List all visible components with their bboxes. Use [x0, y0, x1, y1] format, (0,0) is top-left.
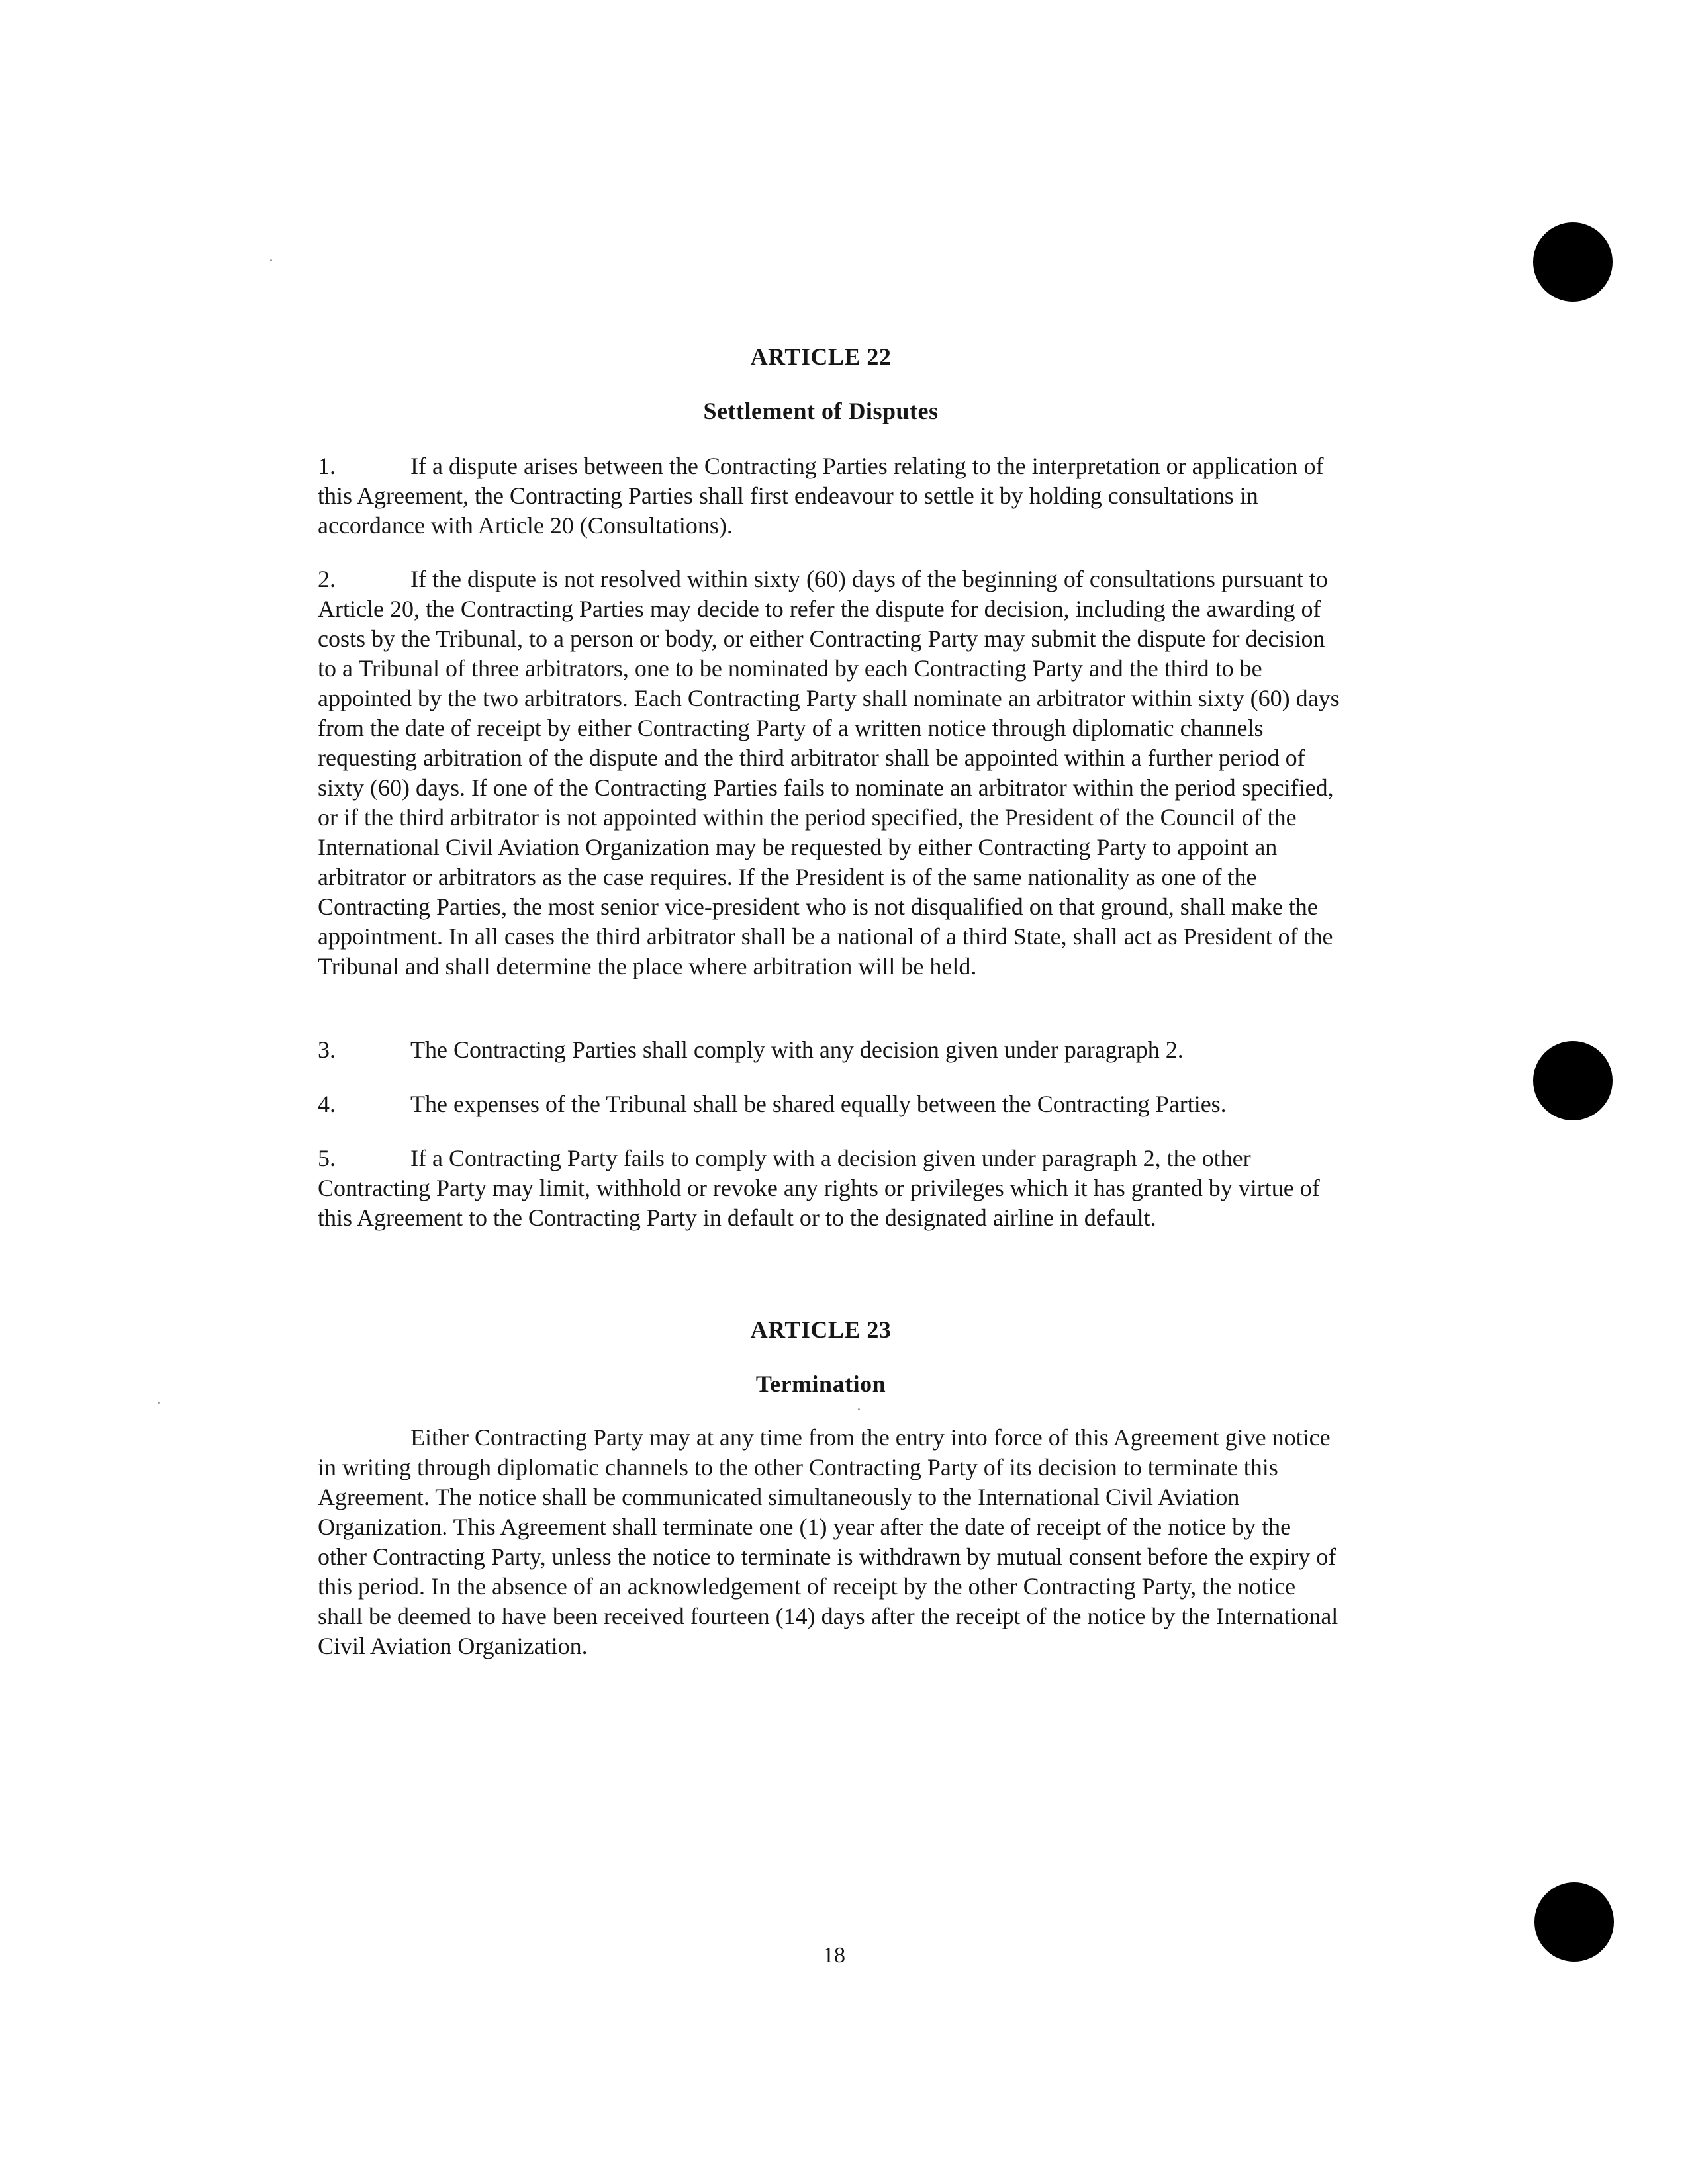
page-number: 18	[823, 1943, 845, 1968]
article-22-paragraph-5	[318, 1144, 1340, 1233]
article-22-paragraph-2	[318, 565, 1340, 981]
article-22-heading: ARTICLE 22	[750, 343, 892, 370]
punch-hole-middle	[1533, 1041, 1613, 1120]
article-22-paragraph-1	[318, 451, 1340, 541]
article-22-paragraph-3	[318, 1035, 1340, 1065]
paragraph-number: 3.	[318, 1036, 336, 1063]
article-23-subheading: Termination	[755, 1371, 886, 1397]
paragraph-number: 1.	[318, 453, 336, 479]
scan-speck	[270, 259, 272, 261]
paragraph-text: The expenses of the Tribunal shall be shared equally between the Contracting Parties.	[410, 1091, 1227, 1117]
article-22-subheading: Settlement of Disputes	[703, 398, 939, 424]
paragraph-text: If the dispute is not resolved within sixty (60) days of the beginning of consultations pursuant to Article 20, the Contracting Parties may decide to refer the dispute for decision, including the awarding of costs by the Tribunal, to a person or body, or either Contracting Party may submit the dispute for decision to a Tribunal of three arbitrators, one to be nominated by each Contracting Party and the third to be appointed by the two arbitrators. Each Contracting Party shall nominate an arbitrator within sixty (60) days from the date of receipt by either Contracting Party of a written notice through diplomatic channels requesting arbitration of the dispute and the third arbitrator shall be appointed within a further period of sixty (60) days. If one of the Contracting Parties fails to nominate an arbitrator within the period specified, or if the third arbitrator is not appointed within the period specified, the President of the Council of the International Civil Aviation Organization may be requested by either Contracting Party to appoint an arbitrator or arbitrators as the case requires. If the President is of the same nationality as one of the Contracting Parties, the most senior vice-president who is not disqualified on that ground, shall make the appointment. In all cases the third arbitrator shall be a national of a third State, shall act as President of the Tribunal and shall determine the place where arbitration will be held.	[318, 566, 1340, 979]
article-23-heading: ARTICLE 23	[750, 1316, 892, 1343]
article-22-paragraph-4	[318, 1089, 1340, 1119]
article-23-paragraph: Either Contracting Party may at any time from the entry into force of this Agreement give notice in writing through diplomatic channels to the other Contracting Party of its decision to terminate this Agreement. The notice shall be communicated simultaneously to the International Civil Aviation Organization. This Agreement shall terminate one (1) year after the date of receipt of the notice by the other Contracting Party, unless the notice to terminate is withdrawn by mutual consent before the expiry of this period. In the absence of an acknowledgement of receipt by the other Contracting Party, the notice shall be deemed to have been received fourteen (14) days after the receipt of the notice by the International Civil Aviation Organization.	[318, 1424, 1338, 1659]
punch-hole-top	[1533, 222, 1613, 302]
paragraph-text: If a dispute arises between the Contracting Parties relating to the interpretation or application of this Agreement, the Contracting Parties shall first endeavour to settle it by holding consultations in accordance with Article 20 (Consultations).	[318, 453, 1324, 539]
paragraph-text: If a Contracting Party fails to comply with a decision given under paragraph 2, the other Contracting Party may limit, withhold or revoke any rights or privileges which it has granted by virtue of this Agreement to the Contracting Party in default or to the designated airline in default.	[318, 1145, 1320, 1231]
paragraph-number: 2.	[318, 566, 336, 592]
paragraph-number: 4.	[318, 1091, 336, 1117]
scan-speck	[158, 1402, 160, 1404]
scan-speck	[858, 1408, 860, 1410]
paragraph-text: The Contracting Parties shall comply with any decision given under paragraph 2.	[410, 1036, 1184, 1063]
paragraph-number: 5.	[318, 1145, 336, 1171]
